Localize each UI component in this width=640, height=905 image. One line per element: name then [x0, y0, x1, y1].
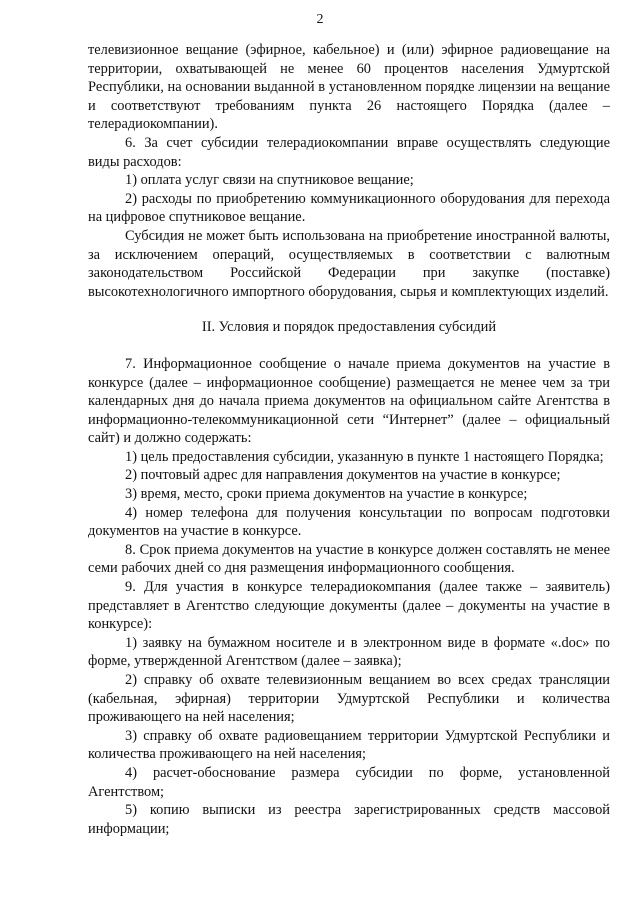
paragraph: 1) заявку на бумажном носителе и в электронном виде в формате «.doc» по форме, утвержденной Агентством (далее – заявка); — [88, 634, 610, 670]
document-body — [88, 41, 610, 838]
paragraph: телевизионное вещание (эфирное, кабельное) и (или) эфирное радиовещание на территории, охватывающей не менее 60 процентов населения Удмуртской Республики, на основании выданной в установленном порядке лицензии на вещание и соответствуют требованиям пункта 26 настоящего Порядка (далее – телерадиокомпании). — [88, 42, 610, 133]
paragraph: 9. Для участия в конкурсе телерадиокомпания (далее также – заявитель) представляет в Агентство следующие документы (далее – документы на участие в конкурсе): — [88, 579, 610, 633]
section-conditions — [88, 355, 610, 838]
page-number: 2 — [316, 12, 324, 27]
paragraph: 2) справку об охвате телевизионным вещанием во всех средах трансляции (кабельная, эфирная) территории Удмуртской Республики и количества проживающего на ней населения; — [88, 672, 610, 726]
paragraph: 7. Информационное сообщение о начале приема документов на участие в конкурсе (далее – информационное сообщение) размещается не менее чем за три календарных дня до начала приема документов на официальном сайте Агентства в информационно-телекоммуникационной сети “Интернет” (далее – официальный сайт) и должно содержать: — [88, 355, 610, 447]
paragraph: 1) оплата услуг связи на спутниковое вещание; — [125, 172, 414, 189]
section-heading: II. Условия и порядок предоставления субсидий — [201, 319, 497, 336]
paragraph: 8. Срок приема документов на участие в конкурсе должен составлять не менее семи рабочих дней со дня размещения информационного сообщения. — [88, 541, 610, 577]
paragraph: 3) справку об охвате радиовещанием территории Удмуртской Республики и количества проживающего на ней населения; — [88, 727, 610, 763]
paragraph: 6. За счет субсидии телерадиокомпании вправе осуществлять следующие виды расходов: — [88, 134, 610, 170]
paragraph: 2) почтовый адрес для направления документов на участие в конкурсе; — [125, 467, 561, 484]
paragraph: Субсидия не может быть использована на приобретение иностранной валюты, за исключением операций, осуществляемых в соответствии с валютным законодательством Российской Федерации при закупке (поставке) высокотехнологичного импортного оборудования, сырья и комплектующих изделий. — [88, 227, 610, 300]
section-intro — [88, 41, 610, 301]
paragraph: 5) копию выписки из реестра зарегистрированных средств массовой информации; — [88, 802, 610, 837]
paragraph: 4) расчет-обоснование размера субсидии по форме, установленной Агентством; — [88, 764, 610, 800]
paragraph: 2) расходы по приобретению коммуникационного оборудования для перехода на цифровое спутниковое вещание. — [88, 190, 610, 226]
paragraph: 4) номер телефона для получения консультации по вопросам подготовки документов на участие в конкурсе. — [88, 504, 610, 540]
paragraph: 1) цель предоставления субсидии, указанную в пункте 1 настоящего Порядка; — [125, 448, 604, 465]
paragraph: 3) время, место, сроки приема документов на участие в конкурсе; — [125, 486, 528, 503]
